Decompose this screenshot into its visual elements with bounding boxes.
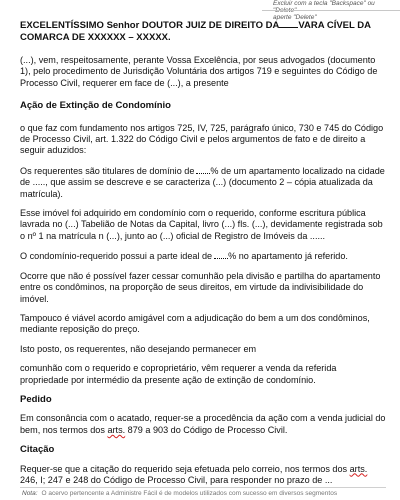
action-title: Ação de Extinção de Condomínio — [20, 100, 171, 112]
paragraph-isto-posto: Isto posto, os requerentes, não desejando permanecer em — [20, 343, 257, 354]
citacao-arts-word: arts. — [349, 463, 368, 474]
top-note-line2: aperte "Delete" — [273, 14, 317, 21]
addressee-line1-a: EXCELENTÍSSIMO Senhor DOUTOR JUIZ DE DIREITO DA — [20, 20, 280, 31]
paragraph-ideal-share — [20, 250, 386, 262]
paragraph-acquisition: Esse imóvel foi adquirido em condomínio com o requerido, conforme escritura pública lavrada no (...) Tabelião de Notas da Capital, livro (...) fls. (...), devidamente registrada sob o nº 1 na matrícula n (...), junto ao (...) oficial de Registro de Imóveis da ...... — [20, 208, 383, 241]
court-number-blank — [279, 19, 298, 28]
footer-divider — [20, 487, 386, 488]
addressee-line2: COMARCA DE XXXXXX – XXXXX. — [20, 32, 171, 43]
citacao-text-b: 246, I; 247 e 248 do Código de Processo Civil, para responder no prazo de ... — [20, 474, 333, 485]
ownership-text-b: % de um apartamento localizado na cidade de ....., que assim se descreve e se caracteriza (...) (documento 2 – cópia atualizada da matrícula). — [20, 165, 385, 199]
paragraph-ownership — [20, 165, 386, 200]
citacao-text-a: Requer-se que a citação do requerido seja efetuada pelo correio, nos termos dos — [20, 463, 348, 474]
paragraph-no-agreement: Tampouco é viável acordo amigável com a adjudicação do bem a um dos condôminos, mediante reposição do preço. — [20, 312, 370, 335]
citacao-paragraph — [20, 464, 386, 487]
footer-label: Nota: — [22, 490, 38, 497]
ownership-percent-blank — [196, 165, 210, 174]
ideal-share-text-a: O condomínio-requerido possui a parte ideal de — [20, 251, 213, 262]
footer-text: O acervo pertencente a Administre Fácil é de modelos utilizados com sucesso em diversos segmentos — [41, 490, 338, 497]
ideal-share-text-b: % no apartamento já referido. — [228, 251, 348, 262]
footer-note — [22, 490, 392, 497]
top-note-divider — [262, 10, 400, 11]
pedido-text-b: 879 a 903 do Código de Processo Civil. — [127, 424, 288, 435]
addressee-heading — [20, 19, 386, 44]
paragraph-legal-basis: o que faz com fundamento nos artigos 725, IV, 725, parágrafo único, 730 e 745 do Código de Processo Civil, art. 1.322 do Código Civil e pelos argumentos de fato e de direito a seguir aduzidos: — [20, 122, 384, 156]
pedido-arts-word: arts. — [107, 424, 126, 435]
ideal-share-percent-blank — [214, 250, 228, 259]
citacao-title: Citação — [20, 444, 55, 456]
pedido-paragraph — [20, 413, 386, 436]
intro-paragraph: (...), vem, respeitosamente, perante Vossa Excelência, por seus advogados (documento 1), pelo procedimento de Jurisdição Voluntária dos artigos 719 e seguintes do Código de Processo Civil, requerer em face de (...), a presente — [20, 55, 378, 88]
paragraph-indivisibility: Ocorre que não é possível fazer cessar comunhão pela divisão e partilha do apartamento entre os condôminos, na proporção de seus direitos, em virtude da indivisibilidade do imóvel. — [20, 270, 381, 304]
pedido-text-a: Em consonância com o acatado, requer-se a procedência da ação com a venda judicial do bem, nos termos dos — [20, 413, 386, 435]
document-body — [20, 19, 386, 486]
paragraph-request-sale: comunhão com o requerido e coproprietário, vêm requerer a venda da referida propriedade por intermédio da presente ação de extinção de condomínio. — [20, 363, 337, 385]
pedido-title: Pedido — [20, 393, 52, 405]
addressee-line1-b: VARA CÍVEL DA — [298, 20, 372, 31]
top-note-line1: Excluir com a tecla "Backspace" ou — [273, 0, 375, 7]
ownership-text-a: Os requerentes são titulares de domínio de — [20, 165, 195, 176]
